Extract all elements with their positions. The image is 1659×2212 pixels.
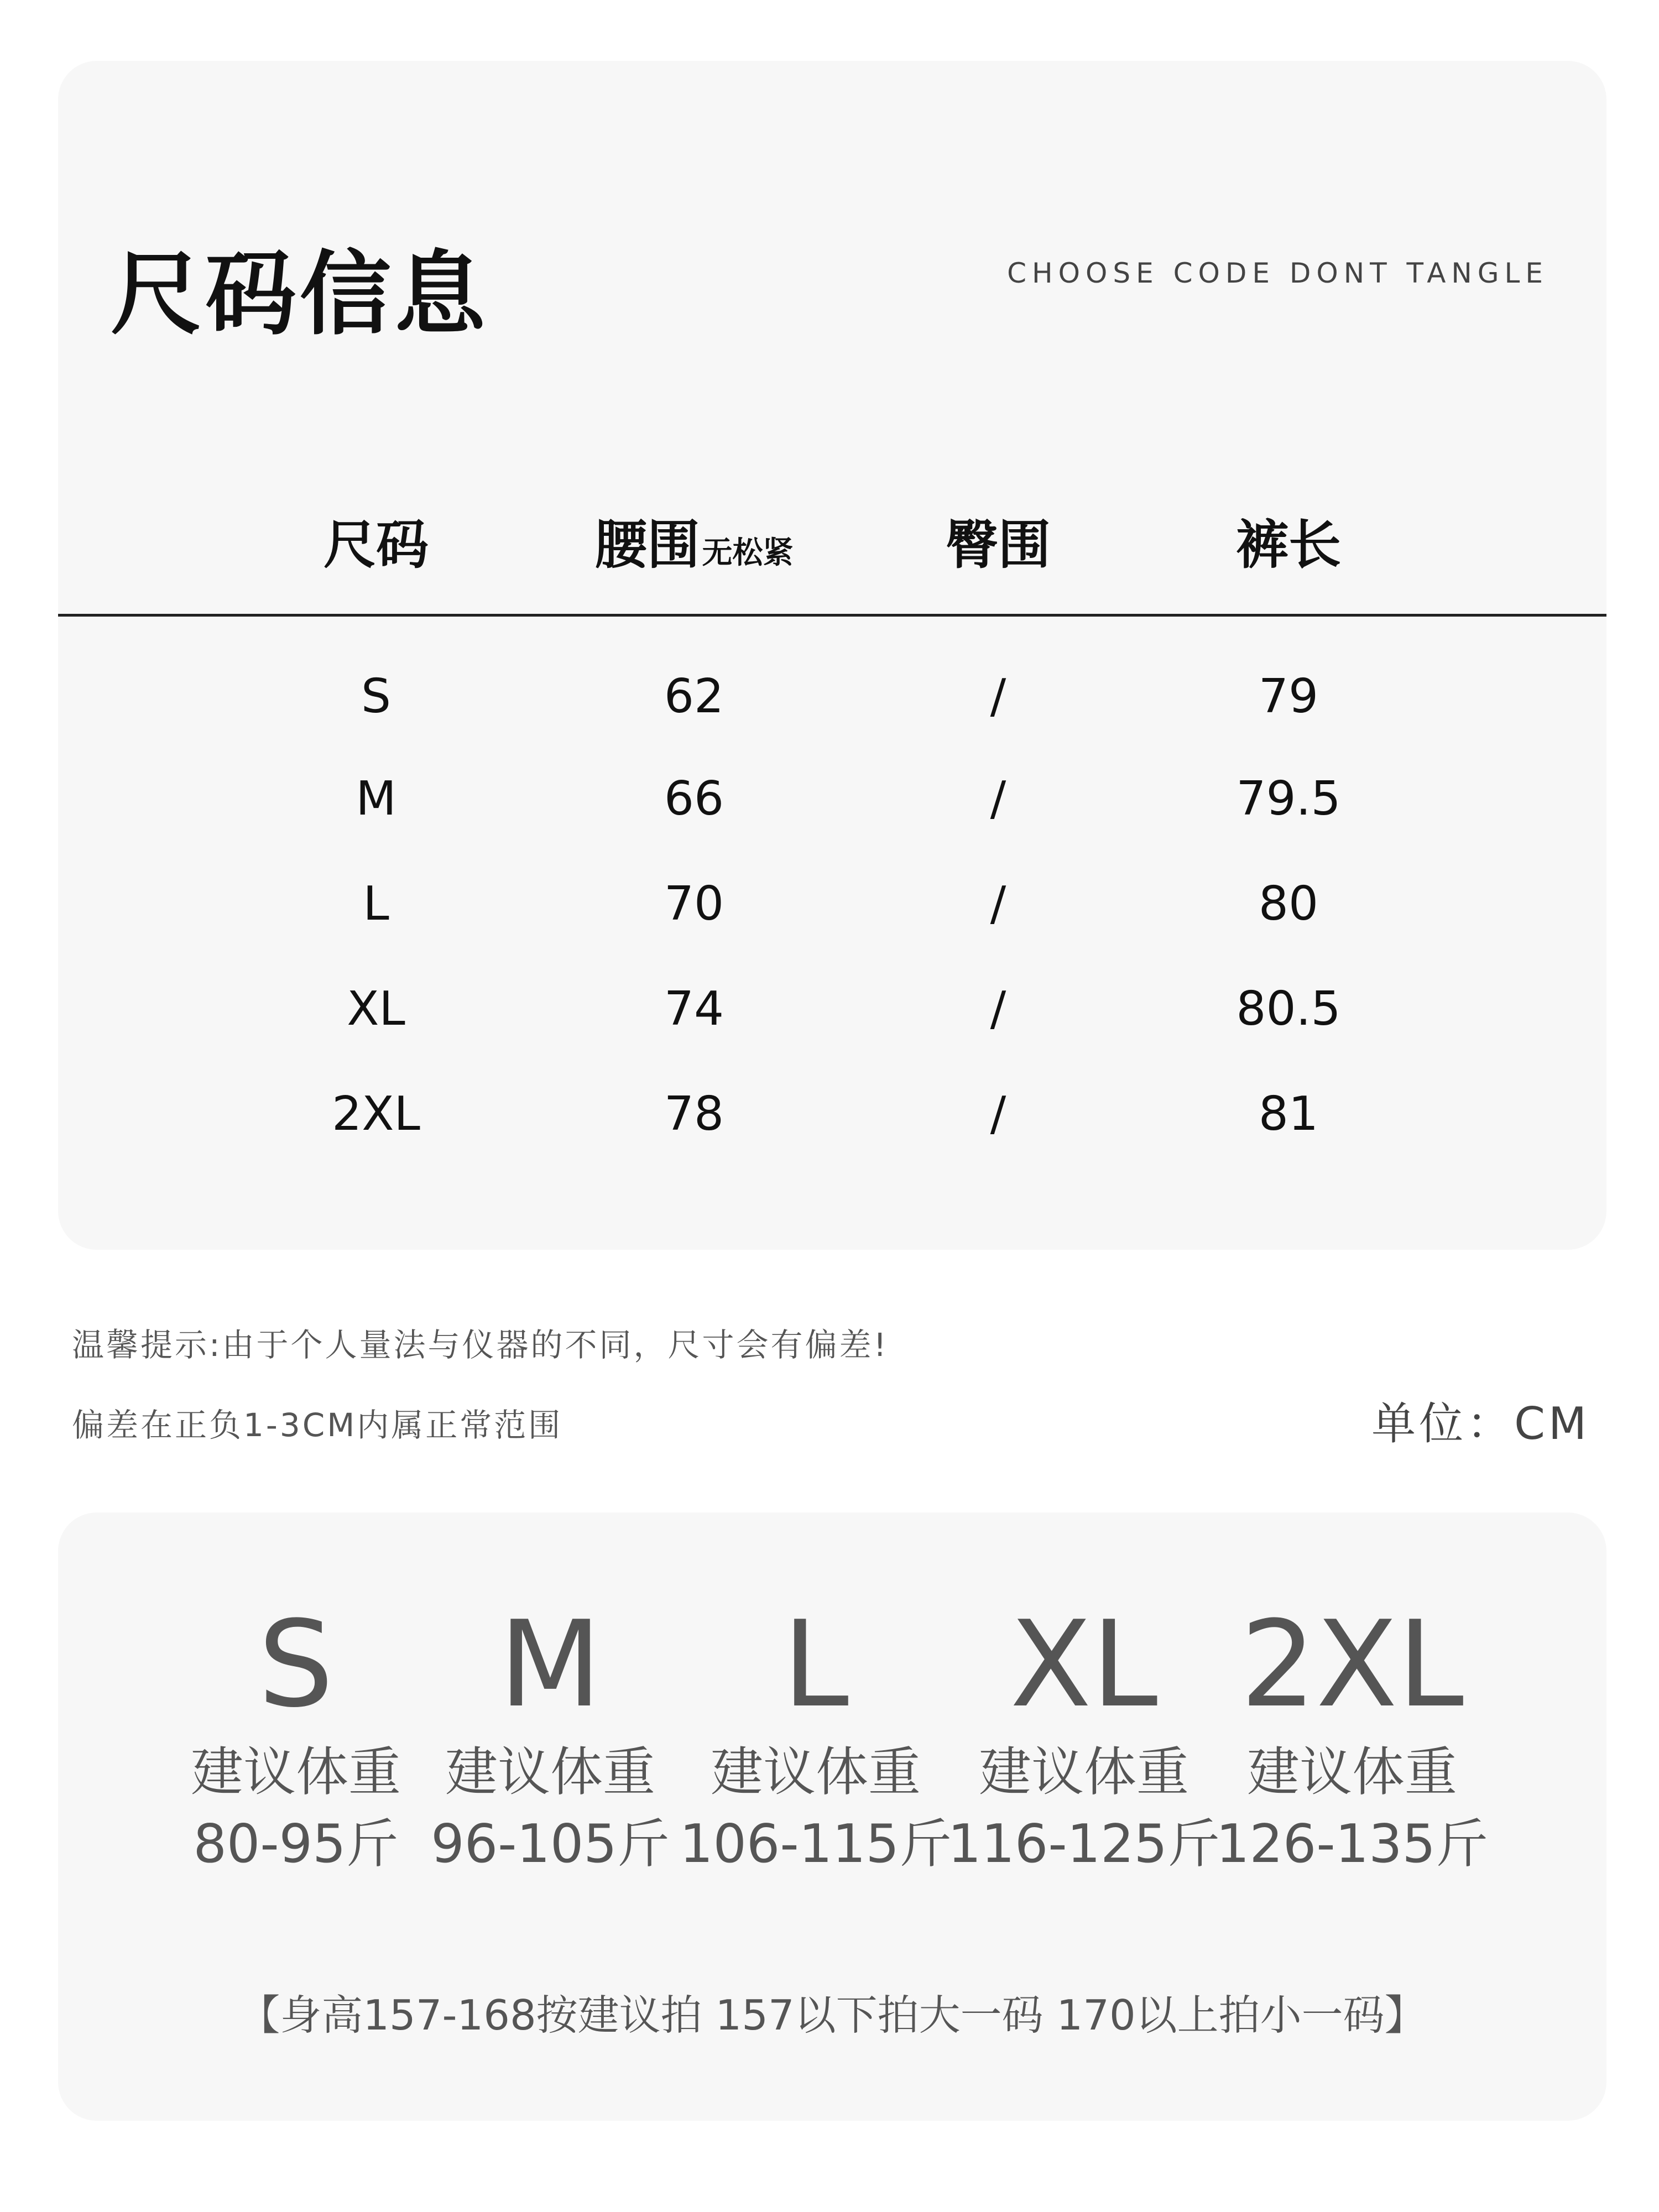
size-caption: 建议体重 [445,1742,655,1803]
table-cell: 78 [664,1087,724,1141]
table-cell: 66 [664,771,724,826]
size-recommend-item [191,1595,401,1880]
height-advice-note: 【身高157-168按建议拍 157以下拍大一码 170以上拍小一码】 [238,1991,1426,2039]
weight-range: 80-95斤 [193,1814,399,1875]
tip-text-deviation: 偏差在正负1-3CM内属正常范围 [72,1406,563,1444]
column-header-waist: 腰围无松紧 [594,515,794,576]
table-cell: 70 [664,877,724,931]
tip-text: 温馨提示:由于个人量法与仪器的不同，尺寸会有偏差! [72,1326,889,1364]
weight-range: 96-105斤 [431,1814,670,1875]
table-cell: 80 [1258,877,1319,931]
table-cell: XL [347,982,405,1036]
unit-label: 单位：CM [1371,1398,1590,1449]
column-header-note: 无松紧 [702,535,794,570]
weight-range: 116-125斤 [948,1814,1220,1875]
table-cell: 79.5 [1236,771,1341,826]
table-cell: 74 [664,982,724,1036]
size-caption: 建议体重 [190,1742,401,1803]
table-cell: 62 [664,669,724,724]
weight-range: 106-115斤 [680,1814,952,1875]
size-letter: S [258,1595,334,1734]
weight-range: 126-135斤 [1216,1814,1488,1875]
size-recommend-item [948,1595,1220,1880]
table-cell: M [356,771,397,826]
page-title: 尺码信息 [111,241,489,347]
size-recommend-item [1216,1595,1488,1880]
size-letter: 2XL [1240,1595,1464,1734]
size-recommend-item [680,1595,952,1880]
table-cell: / [990,669,1006,724]
page-subtitle: CHOOSE CODE DONT TANGLE [1007,257,1548,289]
table-cell: 79 [1258,669,1319,724]
table-cell: 81 [1258,1087,1319,1141]
size-letter: M [499,1595,602,1734]
column-header-hip: 臀围 [945,515,1051,576]
table-cell: / [990,771,1006,826]
size-recommend-item [431,1595,670,1880]
size-letter: L [782,1595,849,1734]
table-cell: / [990,877,1006,931]
table-divider [58,614,1606,617]
size-caption: 建议体重 [978,1742,1189,1803]
table-cell: 2XL [332,1087,420,1141]
table-cell: L [363,877,389,931]
table-cell: / [990,1087,1006,1141]
table-cell: S [361,669,391,724]
weight-recommend-card [58,1512,1606,2121]
size-letter: XL [1010,1595,1158,1734]
size-caption: 建议体重 [710,1742,921,1803]
table-cell: / [990,982,1006,1036]
table-cell: 80.5 [1236,982,1341,1036]
size-info-card [58,61,1606,1250]
column-header-size: 尺码 [323,515,429,576]
size-caption: 建议体重 [1246,1742,1457,1803]
column-header-length: 裤长 [1235,515,1342,576]
